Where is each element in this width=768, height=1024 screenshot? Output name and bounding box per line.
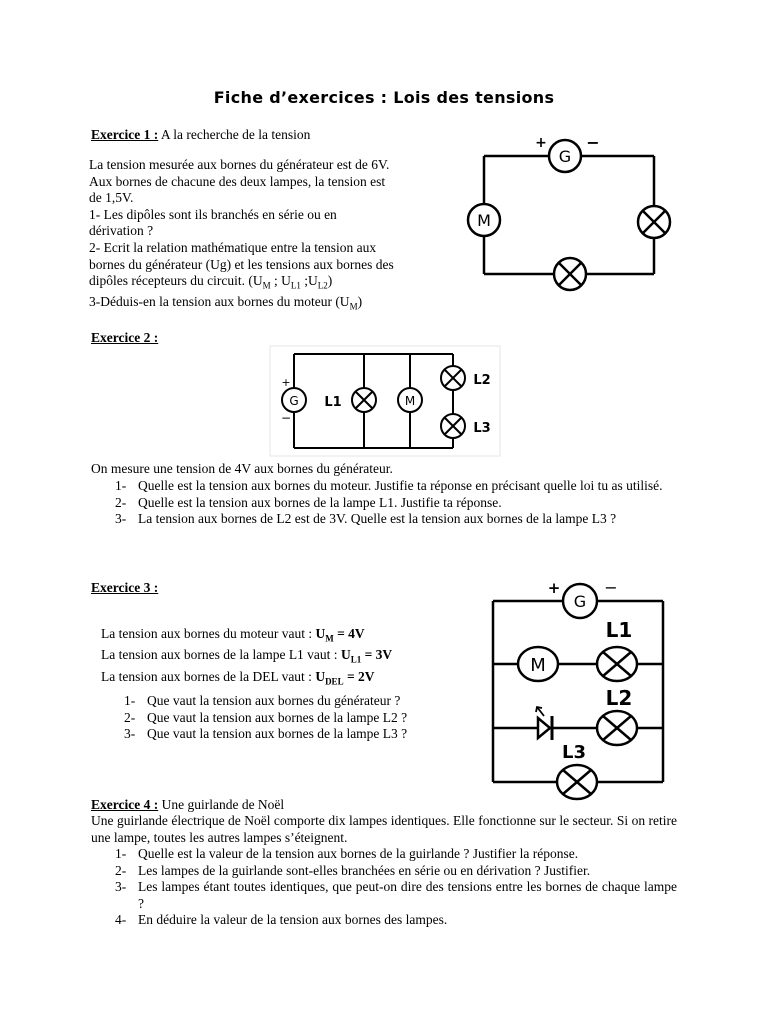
exercise-4-label: Exercice 4 :	[91, 797, 159, 812]
exercise-3-label: Exercice 3 :	[91, 580, 159, 595]
svg-text:L1: L1	[605, 618, 633, 642]
ex1-line: La tension mesurée aux bornes du générateur est de 6V.	[89, 157, 390, 172]
ex1-line: bornes du générateur (Ug) et les tensions aux bornes des	[89, 256, 394, 272]
exercise-3-heading	[91, 580, 158, 596]
motor-symbol	[518, 647, 558, 681]
ex1-line: Aux bornes de chacune des deux lampes, la tension est	[89, 173, 386, 189]
exercise-1-circuit	[456, 133, 688, 302]
question-item: 1- Que vaut la tension aux bornes du générateur ?	[124, 693, 401, 708]
svg-text:L1: L1	[324, 395, 342, 410]
svg-text:G: G	[573, 592, 587, 611]
exercise-4-intro: Une guirlande électrique de Noël comporte dix lampes identiques. Elle fonctionne sur le secteur. Si on retire une lampe, toutes les autres lampes s’éteignent.	[91, 813, 677, 845]
value-line: La tension aux bornes de la lampe L1 vaut : $U_{L1} = 3V$	[101, 647, 393, 665]
minus-sign: −	[280, 411, 292, 425]
page-title: Fiche d’exercices : Lois des tensions	[213, 88, 555, 107]
exercise-2-heading	[91, 330, 158, 346]
svg-text:M: M	[530, 655, 546, 676]
exercise-3-questions	[124, 693, 484, 743]
exercise-3-circuit	[486, 578, 670, 790]
exercise-1-label: Exercice 1 :	[91, 127, 159, 142]
lamp-symbol	[554, 258, 586, 290]
lamp-l2-symbol	[597, 686, 637, 745]
question-item: 1- Quelle est la valeur de la tension aux bornes de la guirlande ? Justifier la réponse.	[115, 846, 579, 861]
exercise-2-questions	[115, 478, 677, 528]
value-line: La tension aux bornes de la DEL vaut : $U_{DEL} = 2V$	[101, 668, 375, 687]
led-symbol	[536, 707, 552, 740]
svg-text:L2: L2	[473, 373, 491, 388]
exercise-4-questions	[115, 846, 677, 929]
lamp-l1-symbol	[324, 388, 376, 412]
exercise-4-subtitle: Une guirlande de Noël	[158, 797, 285, 812]
ex1-line: de 1,5V.	[89, 190, 134, 206]
lamp-l2-symbol	[441, 366, 491, 390]
question-item: 2- Que vaut la tension aux bornes de la lampe L2 ?	[124, 709, 408, 725]
motor-symbol	[398, 388, 422, 412]
svg-text:M: M	[404, 394, 416, 408]
exercise-2-label: Exercice 2 :	[91, 330, 159, 345]
value-line: La tension aux bornes du moteur vaut : $U_M = 4V$	[101, 626, 365, 644]
ex1-line: 3-Déduis-en la tension aux bornes du moteur $(U_M)$	[89, 294, 363, 313]
ex1-line: dérivation ?	[89, 223, 154, 239]
svg-text:G: G	[289, 394, 299, 408]
lamp-symbol	[638, 206, 670, 238]
exercise-1-text	[89, 157, 449, 316]
generator-symbol	[548, 578, 618, 618]
plus-sign: +	[547, 579, 561, 597]
exercise-1-subtitle: A la recherche de la tension	[158, 127, 311, 142]
question-item: 2- Les lampes de la guirlande sont-elles branchées en série ou en dérivation ? Justifier.	[115, 862, 591, 878]
plus-sign: +	[281, 376, 291, 389]
ex1-line: 1- Les dipôles sont ils branchés en série ou en	[89, 206, 337, 222]
question-item: 2- Quelle est la tension aux bornes de la lampe L1. Justifie ta réponse.	[115, 494, 502, 510]
motor-symbol	[468, 204, 500, 236]
question-item: 3- Les lampes étant toutes identiques, que peut-on dire des tensions entre les bornes de chaque lampe ?	[115, 879, 677, 911]
ex1-line: dipôles récepteurs du circuit. ($U_M$ ; $U_{L1}$ $;U_{L2}$)	[89, 273, 333, 291]
lamp-l3-symbol	[441, 414, 491, 438]
exercise-2-circuit	[270, 346, 500, 456]
minus-sign: −	[586, 133, 600, 152]
generator-symbol	[535, 133, 600, 172]
question-item: 3- La tension aux bornes de L2 est de 3V. Quelle est la tension aux bornes de la lampe L3 ?	[115, 511, 617, 527]
lamp-l3-symbol	[557, 742, 597, 799]
question-item: 4- En déduire la valeur de la tension aux bornes des lampes.	[115, 912, 448, 928]
svg-text:G: G	[558, 147, 572, 166]
ex1-line: 2- Ecrit la relation mathématique entre la tension aux	[89, 239, 377, 255]
question-item: 3- Que vaut la tension aux bornes de la lampe L3 ?	[124, 726, 408, 742]
plus-sign: +	[535, 135, 547, 151]
exercise-4-heading	[91, 797, 284, 813]
svg-text:L3: L3	[562, 742, 586, 763]
minus-sign: −	[604, 578, 618, 597]
svg-text:M: M	[477, 211, 491, 230]
question-item: 1- Quelle est la tension aux bornes du moteur. Justifie ta réponse en précisant quelle loi tu as utilisé.	[115, 478, 663, 493]
svg-text:L3: L3	[473, 421, 491, 436]
lamp-l1-symbol	[597, 618, 637, 681]
exercise-2-intro: On mesure une tension de 4V aux bornes du générateur.	[91, 461, 393, 476]
exercise-1-heading	[91, 127, 310, 143]
exercise-3-values	[101, 626, 481, 690]
svg-text:L2: L2	[605, 686, 633, 710]
